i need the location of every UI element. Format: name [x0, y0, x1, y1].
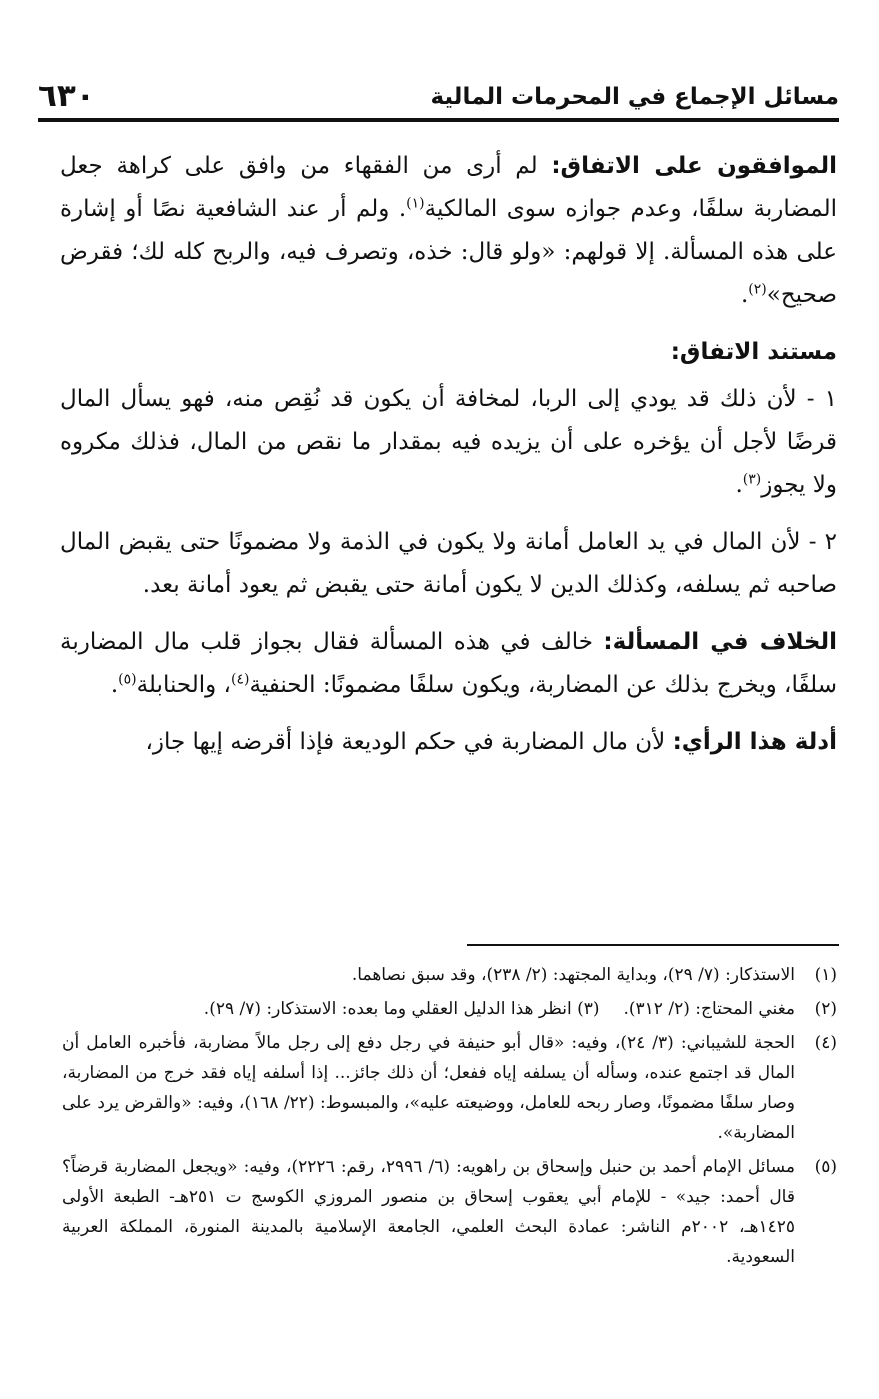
main-text [60, 145, 837, 778]
paragraph-heading: مستند الاتفاق: [670, 339, 837, 365]
footnote-separator [467, 944, 839, 946]
running-title: مسائل الإجماع في المحرمات المالية [430, 84, 839, 110]
footnotes [62, 960, 837, 1276]
paragraph-text: . [740, 282, 749, 308]
footnote-ref: (٤) [230, 671, 250, 688]
paragraph-text: لم أرى من الفقهاء من وافق على كراهة جعل المضاربة سلفًا، وعدم جوازه سوى المالكية [60, 153, 837, 222]
footnote-4 [62, 1028, 837, 1148]
paragraph-text: خالف في هذه المسألة فقال بجواز قلب مال المضاربة سلفًا، ويخرج بذلك عن المضاربة، ويكون سلفًا مضمونًا: الحنفية [60, 629, 837, 698]
footnote-number: (١) [814, 965, 837, 985]
paragraph-agreeing [60, 145, 837, 317]
footnote-number: (٤) [814, 1033, 837, 1053]
page-number: ٦٣٠ [38, 78, 95, 114]
paragraph-text: ، والحنابلة [136, 672, 231, 698]
footnote-ref: (٣) [742, 471, 762, 488]
paragraph-text: ٢ - لأن المال في يد العامل أمانة ولا يكون في الذمة ولا مضمونًا حتى يقبض المال صاحبه ثم يسلفه، وكذلك الدين لا يكون أمانة حتى يقبض ثم يعود أمانة بعد. [60, 529, 837, 598]
page-header [38, 78, 839, 122]
footnote-1 [62, 960, 837, 990]
paragraph-reason-2 [60, 521, 837, 607]
footnote-ref: (٥) [118, 671, 137, 688]
paragraph-heading: أدلة هذا الرأي: [672, 729, 837, 755]
footnote-ref: (٢) [748, 281, 767, 298]
footnote-ref: (١) [406, 195, 425, 212]
footnote-text: مسائل الإمام أحمد بن حنبل وإسحاق بن راهويه: (٦/ ٢٩٩٦، رقم: ٢٢٢٦)، وفيه: «ويجعل المضاربة قرضاً؟ قال أحمد: جيد» - للإمام أبي يعقوب إسحاق بن منصور المروزي الكوسج ت ٢٥١هـ- الطبعة الأولى ١٤٢٥هـ، ٢٠٠٢م الناشر: عمادة البحث العلمي، الجامعة الإسلامية بالمدينة المنورة، المملكة العربية السعودية. [62, 1157, 795, 1267]
paragraph-heading: الموافقون على الاتفاق: [551, 153, 838, 179]
paragraph-basis-heading [60, 331, 837, 374]
footnote-text: انظر هذا الدليل العقلي وما بعده: الاستذكار: (٧/ ٢٩). [203, 999, 572, 1019]
footnote-2-3 [62, 994, 837, 1024]
paragraph-text: ١ - لأن ذلك قد يودي إلى الربا، لمخافة أن يكون قد نُقِص منه، فهو يسأل المال قرضًا لأجل أن يؤخره على أن يزيده فيه بمقدار ما نقص من المال، فذلك مكروه ولا يجوز [60, 386, 837, 498]
footnote-number: (٥) [814, 1157, 837, 1177]
footnote-number: (٣) [577, 999, 600, 1019]
paragraph-text: . ولم أر عند الشافعية نصًا أو إشارة على هذه المسألة. إلا قولهم: «ولو قال: خذه، وتصرف فيه، والربح كله لك؛ فقرض صحيح» [60, 196, 837, 308]
paragraph-disagreement [60, 621, 837, 707]
paragraph-text: لأن مال المضاربة في حكم الوديعة فإذا أقرضه إيها جاز، [145, 729, 673, 755]
paragraph-reason-1 [60, 378, 837, 507]
footnote-5 [62, 1152, 837, 1272]
paragraph-text: . [735, 472, 743, 498]
footnote-text: الاستذكار: (٧/ ٢٩)، وبداية المجتهد: (٢/ ٢٣٨)، وقد سبق نصاهما. [351, 965, 795, 985]
paragraph-text: . [110, 672, 119, 698]
paragraph-heading: الخلاف في المسألة: [603, 629, 838, 655]
paragraph-evidence [60, 721, 837, 764]
footnote-text: مغني المحتاج: (٢/ ٣١٢). [623, 999, 795, 1019]
footnote-text: الحجة للشيباني: (٣/ ٢٤)، وفيه: «قال أبو حنيفة في رجل دفع إلى رجل مالاً مضاربة، فأخبره العامل أن المال قد اجتمع عنده، وسأله أن يسلفه إياه ففعل؛ أن ذلك جائز... إذا أسلفه إياه فقد خرج من المضاربة، وصار سلفًا مضمونًا، وصار ربحه للعامل، ووضيعته عليه»، والمبسوط: (٢٢/ ١٦٨)، وفيه: «والقرض يرد على المضاربة». [62, 1033, 795, 1143]
footnote-number: (٢) [814, 999, 837, 1019]
